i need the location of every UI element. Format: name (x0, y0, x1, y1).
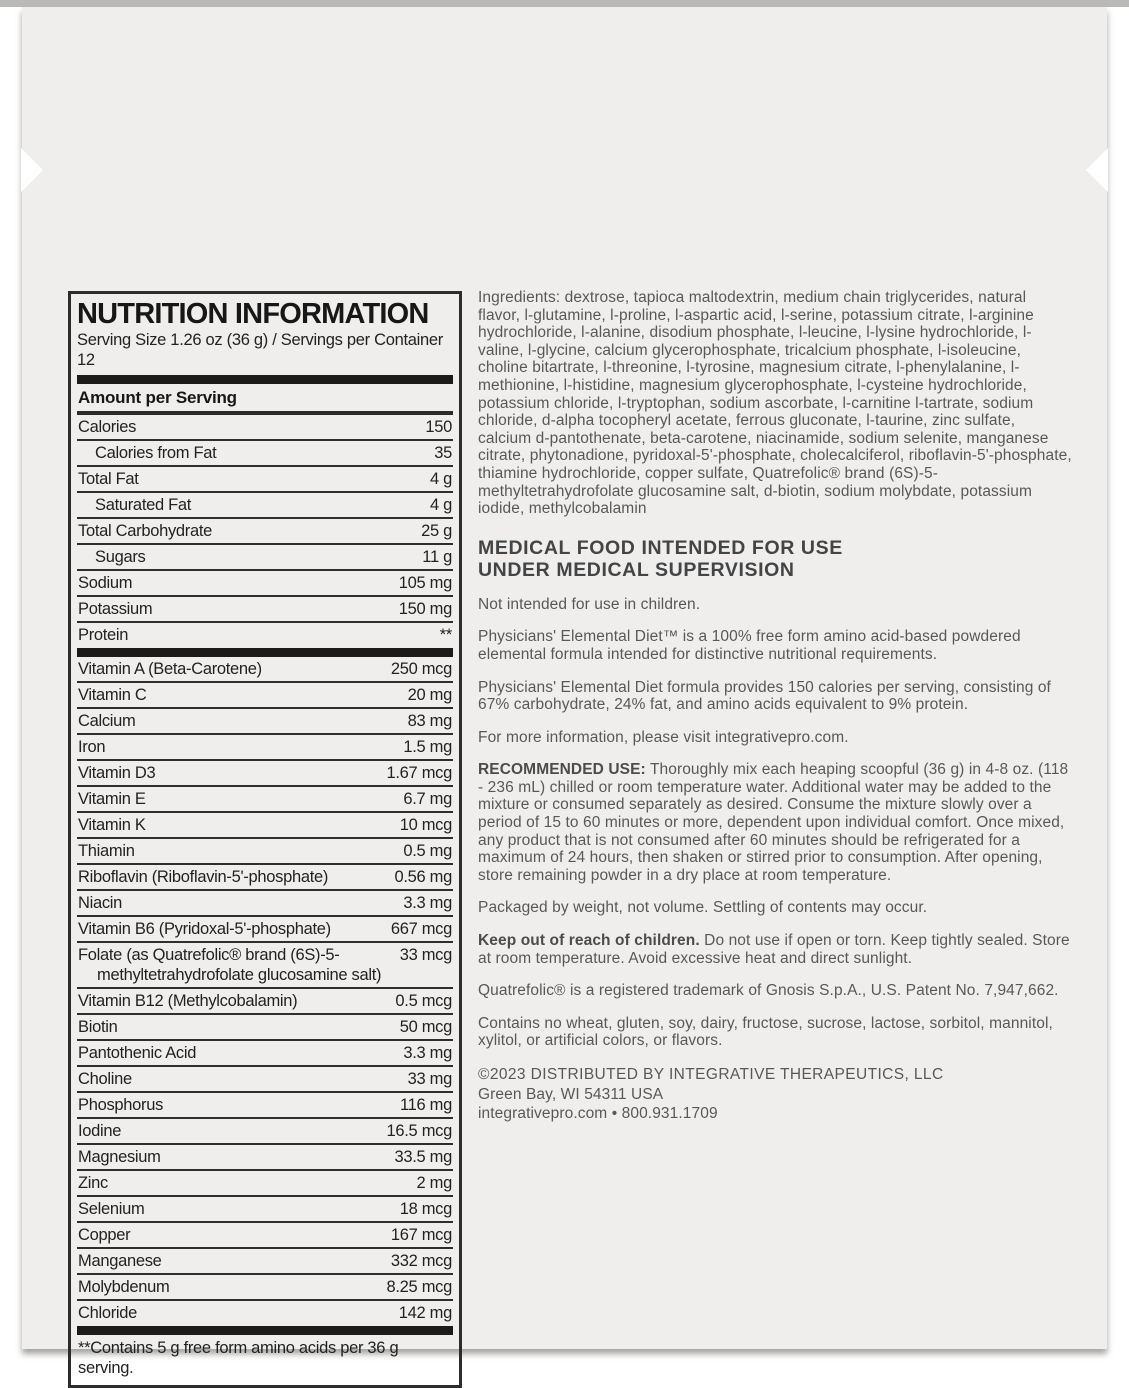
paragraph-bold-lead: RECOMMENDED USE: (478, 761, 646, 779)
nutrition-row (77, 1145, 453, 1171)
nutrient-label: Total Fat (78, 470, 139, 488)
amount-per-serving-header: Amount per Serving (77, 384, 453, 415)
nutrition-row (77, 657, 453, 683)
nutrition-row (77, 989, 453, 1015)
info-paragraph: Contains no wheat, gluten, soy, dairy, fructose, sucrose, lactose, sorbitol, mannitol, xylitol, or artificial colors, or flavors. (478, 1014, 1053, 1050)
nutrition-row (77, 943, 453, 989)
nutrient-label: Molybdenum (78, 1278, 170, 1296)
nutrition-row (77, 709, 453, 735)
nutrient-label: Pantothenic Acid (78, 1044, 197, 1062)
distributor-contact-line: integrativepro.com • 800.931.1709 (478, 1105, 718, 1122)
nutrition-row (77, 1067, 453, 1093)
nutrient-label: Calcium (78, 712, 136, 730)
nutrient-value: 83 mg (407, 712, 452, 730)
nutrition-title: NUTRITION INFORMATION (77, 298, 429, 330)
nutrient-value: 167 mcg (390, 1226, 452, 1244)
nutrient-value: 16.5 mcg (386, 1122, 452, 1140)
nutrient-label: Manganese (78, 1252, 162, 1270)
serving-size-line: Serving Size 1.26 oz (36 g) / Servings per Container 12 (77, 331, 443, 369)
nutrient-value: 35 (434, 444, 452, 462)
nutrient-value: 33 mcg (399, 946, 452, 964)
nutrient-label: Choline (78, 1070, 132, 1088)
info-paragraph: Keep out of reach of children. Do not use if open or torn. Keep tightly sealed. Store at room temperature. Avoid excessive heat and direct sunlight. (478, 932, 1070, 967)
nutrition-row (77, 467, 453, 493)
info-paragraph: Not intended for use in children. (478, 595, 701, 613)
nutrient-label: Vitamin B12 (Methylcobalamin) (78, 992, 298, 1010)
nutrient-label: Copper (78, 1226, 131, 1244)
nutrition-row (77, 865, 453, 891)
info-paragraph: Physicians' Elemental Diet™ is a 100% free form amino acid-based powdered elemental formula intended for distinctive nutritional requirements. (478, 628, 1021, 663)
nutrient-label: Thiamin (78, 842, 135, 860)
nutrient-label: Vitamin D3 (78, 764, 156, 782)
nutrient-value: 250 mcg (390, 660, 452, 678)
nutrient-label: Chloride (78, 1304, 138, 1322)
nutrient-label: Vitamin K (78, 816, 146, 834)
nutrient-value: 18 mcg (399, 1200, 452, 1218)
tear-notch-right (1086, 148, 1108, 192)
nutrient-value: 8.25 mcg (386, 1278, 452, 1296)
nutrient-label: Selenium (78, 1200, 145, 1218)
nutrition-row (77, 1119, 453, 1145)
nutrient-value: 10 mcg (399, 816, 452, 834)
tear-notch-left (21, 148, 43, 192)
nutrition-row (77, 1301, 453, 1326)
nutrient-value: 150 (425, 418, 452, 436)
nutrition-row (77, 1197, 453, 1223)
distributor-address-line: Green Bay, WI 54311 USA (478, 1085, 664, 1103)
package-back-panel (22, 7, 1107, 1377)
nutrition-row (77, 415, 453, 441)
nutrition-row (77, 493, 453, 519)
nutrient-value: 116 mg (399, 1096, 452, 1114)
nutrient-label: Iron (78, 738, 106, 756)
nutrition-row (77, 735, 453, 761)
nutrient-value: 20 mg (407, 686, 452, 704)
nutrient-value: 105 mg (398, 574, 452, 592)
info-paragraph: Physicians' Elemental Diet formula provides 150 calories per serving, consisting of 67% carbohydrate, 24% fat, and amino acids equivalent to 9% protein. (478, 678, 1051, 714)
right-text-column (478, 289, 1072, 1139)
nutrition-row (77, 1275, 453, 1301)
nutrient-label: Phosphorus (78, 1096, 164, 1114)
medical-food-heading (478, 537, 1072, 582)
nutrition-row (77, 813, 453, 839)
info-paragraph: For more information, please visit integrativepro.com. (478, 728, 849, 746)
nutrient-value: ** (439, 626, 452, 644)
nutrient-value: 33 mg (407, 1070, 452, 1088)
nutrition-row (77, 1171, 453, 1197)
nutrient-value: 0.5 mg (403, 842, 452, 860)
photo-top-band (0, 0, 1129, 7)
nutrient-value: 4 g (429, 470, 452, 488)
nutrient-value: 0.5 mcg (395, 992, 452, 1010)
nutrient-value: 332 mcg (390, 1252, 452, 1270)
nutrition-row (77, 1041, 453, 1067)
ingredients-paragraph: Ingredients: dextrose, tapioca maltodextrin, medium chain triglycerides, natural flavor, l-glutamine, l-proline, l-aspartic acid, l-serine, potassium citrate, l-arginine hydrochloride, l-alanine, disodium phosphate, l-leucine, l-lysine hydrochloride, l-valine, l-glycine, calcium glycerophosphate, tricalcium phosphate, l-isoleucine, choline bitartrate, l-threonine, l-tyrosine, magnesium citrate, l-phenylalanine, l-methionine, l-histidine, magnesium glycerophosphate, l-cysteine hydrochloride, potassium chloride, l-tryptophan, sodium ascorbate, l-carnitine l-tartrate, sodium chloride, d-alpha tocopheryl acetate, ferrous gluconate, l-taurine, zinc sulfate, calcium d-pantothenate, beta-carotene, niacinamide, sodium selenite, manganese citrate, phytonadione, pyridoxal-5'-phosphate, cholecalciferol, riboflavin-5'-phosphate, thiamine hydrochloride, copper sulfate, Quatrefolic® brand (6S)-5-methyltetrahydrofolate glucosamine salt, d-biotin, sodium molybdate, potassium iodide, methylcobalamin (478, 289, 1072, 518)
nutrient-label: Potassium (78, 600, 153, 618)
nutrition-row (77, 545, 453, 571)
medical-food-heading-line2: UNDER MEDICAL SUPERVISION (478, 559, 795, 582)
nutrition-row (77, 571, 453, 597)
nutrient-label: Total Carbohydrate (78, 522, 213, 540)
micro-nutrient-rows (77, 657, 453, 1326)
nutrient-label: Vitamin C (78, 686, 147, 704)
info-paragraph: RECOMMENDED USE: Thoroughly mix each heaping scoopful (36 g) in 4-8 oz. (118 - 236 mL) chilled or room temperature water. Additional water may be added to the mixture or consumed separately as desired. Consume the mixture slowly over a period of 15 to 60 minutes or more, dependent upon individual comfort. Once mixed, any product that is not consumed after 60 minutes should be refrigerated for a maximum of 24 hours, then shaken or stirred prior to consumption. After opening, store remaining powder in a dry place at room temperature. (478, 761, 1069, 884)
nutrient-value: 33.5 mg (394, 1148, 452, 1166)
nutrition-row (77, 891, 453, 917)
info-paragraphs (478, 596, 1072, 1050)
nutrient-value: 25 g (421, 522, 452, 540)
nutrient-label: Iodine (78, 1122, 122, 1140)
nutrient-value: 4 g (429, 496, 452, 514)
nutrition-row (77, 839, 453, 865)
nutrition-row (77, 623, 453, 648)
nutrition-row (77, 1249, 453, 1275)
nutrition-row (77, 1223, 453, 1249)
nutrient-label: Protein (78, 626, 129, 644)
distributor-copyright-line: ©2023 DISTRIBUTED BY INTEGRATIVE THERAPEUTICS, LLC (478, 1066, 944, 1083)
nutrient-value: 2 mg (416, 1174, 452, 1192)
nutrient-value: 3.3 mg (403, 1044, 452, 1062)
nutrition-row (77, 441, 453, 467)
distributor-block (478, 1065, 1072, 1124)
nutrient-label: Calories from Fat (95, 444, 217, 462)
nutrition-row (77, 787, 453, 813)
divider-bar-thick (77, 375, 453, 384)
nutrient-label: Biotin (78, 1018, 118, 1036)
nutrient-label: Sodium (78, 574, 133, 592)
nutrition-row (77, 519, 453, 545)
nutrient-value: 0.56 mg (394, 868, 452, 886)
nutrient-label: Sugars (95, 548, 146, 566)
nutrient-value: 150 mg (398, 600, 452, 618)
divider-bar-thick (77, 1326, 453, 1335)
paragraph-bold-lead: Keep out of reach of children. (478, 932, 700, 950)
nutrient-value: 11 g (422, 548, 452, 566)
nutrient-label: Folate (as Quatrefolic® brand (6S)-5- methyltetrahydrofolate glucosamine salt) (78, 946, 382, 984)
info-paragraph: Packaged by weight, not volume. Settling of contents may occur. (478, 899, 928, 917)
nutrition-row (77, 597, 453, 623)
nutrient-label: Vitamin B6 (Pyridoxal-5'-phosphate) (78, 920, 331, 938)
nutrient-label: Riboflavin (Riboflavin-5'-phosphate) (78, 868, 329, 886)
nutrient-value: 1.5 mg (403, 738, 452, 756)
nutrition-row (77, 1015, 453, 1041)
divider-bar-thick (77, 648, 453, 657)
nutrient-label: Vitamin E (78, 790, 146, 808)
nutrient-label: Saturated Fat (95, 496, 192, 514)
nutrient-label: Magnesium (78, 1148, 161, 1166)
nutrition-row (77, 761, 453, 787)
medical-food-heading-line1: MEDICAL FOOD INTENDED FOR USE (478, 536, 843, 559)
nutrient-label: Zinc (78, 1174, 108, 1192)
nutrient-label: Niacin (78, 894, 123, 912)
nutrient-value: 1.67 mcg (386, 764, 452, 782)
nutrition-row (77, 1093, 453, 1119)
nutrient-value: 667 mcg (390, 920, 452, 938)
nutrient-value: 142 mg (398, 1304, 452, 1322)
nutrient-value: 6.7 mg (403, 790, 452, 808)
macro-nutrient-rows (77, 415, 453, 648)
nutrition-row (77, 683, 453, 709)
amino-acid-footnote: **Contains 5 g free form amino acids per 36 g serving. (78, 1339, 399, 1377)
nutrient-value: 3.3 mg (403, 894, 452, 912)
nutrient-label: Vitamin A (Beta-Carotene) (78, 660, 262, 678)
nutrient-label: Calories (78, 418, 137, 436)
nutrition-row (77, 917, 453, 943)
nutrition-information-panel (68, 291, 462, 1388)
nutrient-value: 50 mcg (399, 1018, 452, 1036)
info-paragraph: Quatrefolic® is a registered trademark of Gnosis S.p.A., U.S. Patent No. 7,947,662. (478, 982, 1059, 1000)
